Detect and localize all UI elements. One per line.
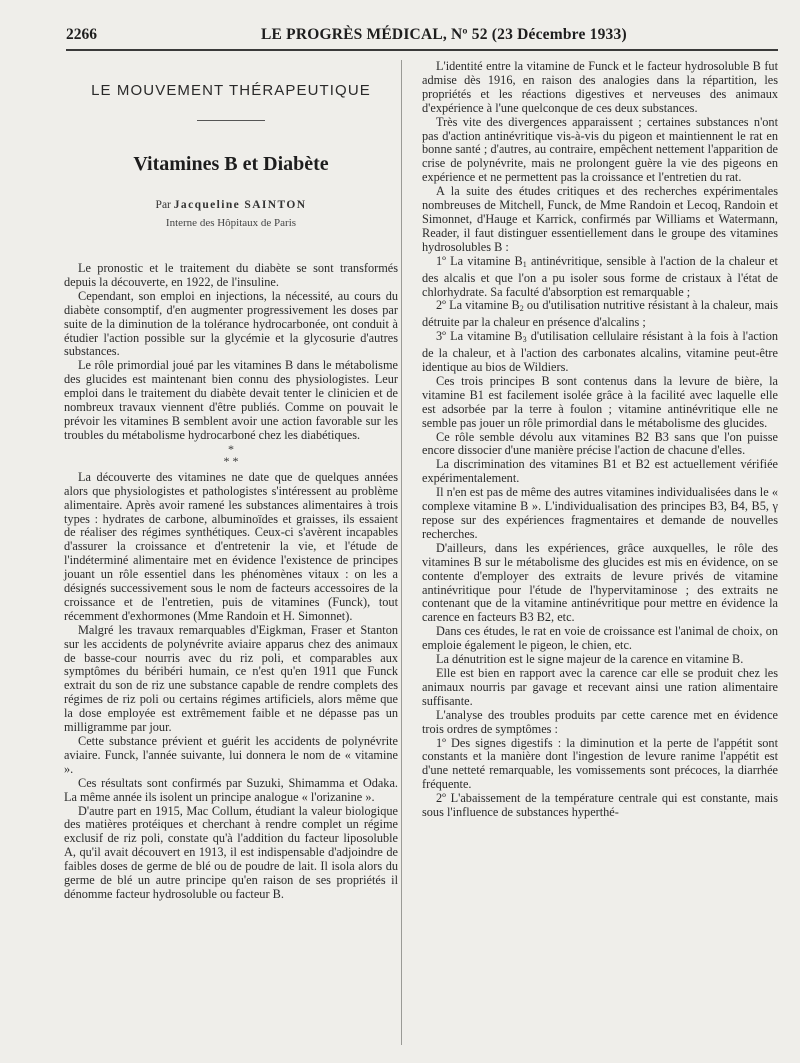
- left-body: [64, 262, 398, 902]
- paragraph: Il n'en est pas de même des autres vitamines individualisées dans le « complexe vitamine B ». L'individualisation des principes B3, B4, B5, γ repose sur des expériences fragmentaires et demande de nouvelles recherches.: [422, 485, 778, 541]
- paragraph: Malgré les travaux remarquables d'Eigkman, Fraser et Stanton sur les accidents de polynévrite aviaire apparus chez des animaux de basse-cour nourris avec du riz poli, et comparables aux symptômes du béribéri humain, ce n'est qu'en 1911 que Funck extrait du son de riz une substance capable de rendre complets des régimes de riz poli ou certains régimes artificiels, alors même que la dose employée est extrêmement faible et ne dépasse pas un milligramme par jour.: [64, 622, 398, 735]
- paragraph: La découverte des vitamines ne date que de quelques années alors que physiologistes et pathologistes s'intéressent au problème alimentaire. Après avoir ramené les substances alimentaires à trois types : hydrates de carbone, albuminoïdes et graisses, ils essaient de réaliser des régimes synthétiques. Ceux-ci s'avèrent incapables d'assurer la croissance et d'entretenir la vie, et l'étude de l'indéterminé alimentaire met en évidence l'existence de principes jouant un rôle essentiel dans les phénomènes vitaux : on les a désignés successivement sous le nom de facteurs accessoires de la croissance et de l'entretien, puis de vitamines (Funck), tout récemment d'exhormones (Mme Randoin et H. Simonnet).: [64, 469, 398, 623]
- paragraph: D'ailleurs, dans les expériences, grâce auxquelles, le rôle des vitamines B sur le métabolisme des glucides est mis en évidence, on se contente d'employer des extraits de levure privés de vitamine antinévritique pour l'étude de l'hypervitaminose ; des extraits ne contenant que de la vitamine antinévritique pour mettre en évidence la carence en facteurs B3 B2, etc.: [422, 540, 778, 625]
- paragraph: D'autre part en 1915, Mac Collum, étudiant la valeur biologique des matières protéiques et cherchant à rendre complet un régime exclusif de riz poli, constate qu'à l'addition du facteur liposoluble A, qu'il avait découvert en 1913, il est indispensable d'adjoindre de faibles doses de germe de blé ou de poudre de lait. Il isola alors du germe de blé un autre principe qu'en raison de ses propriétés il dénomme facteur hydrosoluble ou facteur B.: [64, 803, 398, 901]
- author-name: Jacqueline SAINTON: [173, 199, 307, 211]
- page-number: 2266: [66, 26, 97, 43]
- asterism-bottom: * *: [223, 453, 239, 468]
- article-title: Vitamines B et Diabète: [133, 153, 329, 175]
- paragraph: 2º L'abaissement de la température centrale qui est constante, mais sous l'influence de substances hyperthé-: [422, 791, 778, 820]
- asterism-top: *: [228, 441, 234, 456]
- asterism: [64, 443, 398, 471]
- paragraph: Ces trois principes B sont contenus dans la levure de bière, la vitamine B1 est facilement isolée grâce à la facilité avec laquelle elle est adsorbée par la terre à foulon ; vitamine antinévritique elle ne semble pas jouer un rôle primordial dans le métabolisme des glucides.: [422, 373, 778, 430]
- paragraph: Cependant, son emploi en injections, la nécessité, au cours du diabète consomptif, d'en augmenter progressivement les doses par suite de la diminution de la tolérance hydrocarbonée, ont conduit à étudier l'action possible sur la glycémie et la glycosurie d'autres substances.: [64, 288, 398, 359]
- paragraph: La dénutrition est le signe majeur de la carence en vitamine B.: [436, 652, 744, 667]
- paragraph: L'identité entre la vitamine de Funck et le facteur hydrosoluble B fut admise dès 1916, en raison des analogies dans la répartition, les propriétés et les réactions digestives et nerveuses des animaux d'expérience à l'une quelconque de ces deux substances.: [422, 59, 778, 115]
- running-head: [66, 26, 778, 48]
- vitamin-lead: 1º La vitamine B: [436, 253, 523, 268]
- vitamin-item: [422, 330, 778, 375]
- right-column: [422, 60, 778, 820]
- paragraph: 1º Des signes digestifs : la diminution et la perte de l'appétit sont constants et la manière dont l'ingestion de levure ranime l'appétit est d'une netteté remarquable, les vomissements sont précoces, la diarrhée fréquente.: [422, 735, 778, 792]
- vitamin-text: d'utilisation cellulaire résistant à la fois à l'action de la chaleur, et à l'action des carbonates alcalins, vitamine peut-être identique au bios de Wildiers.: [422, 329, 778, 375]
- author-affiliation: Interne des Hôpitaux de Paris: [165, 217, 297, 229]
- paragraph: La discrimination des vitamines B1 et B2 est actuellement vérifiée expérimentalement.: [422, 457, 778, 486]
- paragraph: L'analyse des troubles produits par cette carence met en évidence trois ordres de symptômes :: [422, 707, 778, 736]
- vitamin-text: antinévritique, sensible à l'action de la chaleur et des alcalis et que l'on a pu isoler sous forme de cristaux à l'état de chlorhydrate. Sa faculté d'absorption est remarquable ;: [422, 253, 778, 299]
- paragraph: Elle est bien en rapport avec la carence car elle se produit chez les animaux nourris par gavage et recevant ainsi une ration alimentaire suffisante.: [422, 665, 778, 708]
- paragraph: Très vite des divergences apparaissent ; certaines substances n'ont pas d'action antinévritique vis-à-vis du pigeon et maintiennent le rat en bonne santé ; d'autres, au contraire, empêchent nettement l'apparition de crise de polynévrite, mais ne prolongent guère la vie des pigeons en expérience et ne permettent pas la croissance et l'entretien du rat.: [422, 114, 778, 185]
- vitamin-subscript: 2: [519, 304, 524, 314]
- vitamin-lead: 3º La vitamine B: [436, 329, 523, 344]
- byline-prefix: Par: [155, 199, 171, 211]
- vitamin-subscript: 1: [522, 259, 527, 269]
- vitamin-item: [422, 255, 778, 300]
- vitamin-text: ou d'utilisation nutritive résistant à la chaleur, mais détruite par la chaleur en présence d'alcalins ;: [422, 298, 778, 330]
- vitamin-item: [422, 299, 778, 330]
- journal-issue-line: LE PROGRÈS MÉDICAL, Nº 52 (23 Décembre 1933): [261, 26, 627, 43]
- paragraph: Le pronostic et le traitement du diabète se sont transformés depuis la découverte, en 1922, de l'insuline.: [64, 261, 398, 289]
- section-rubric: LE MOUVEMENT THÉRAPEUTIQUE: [91, 82, 371, 99]
- paragraph: Le rôle primordial joué par les vitamines B dans le métabolisme des glucides est maintenant bien connu des physiologistes. Leur emploi dans le traitement du diabète devait tenter le clinicien et de nombreux travaux viennent d'être publiés. Comme on pouvait le prévoir les vitamines B semblent avoir une action favorable sur les troubles du métabolisme hydrocarboné chez les diabétiques.: [64, 358, 398, 442]
- paragraph: Ce rôle semble dévolu aux vitamines B2 B3 sans que l'on puisse encore dissocier d'une manière précise l'action de chacune d'elles.: [422, 429, 778, 458]
- rubric-rule: [197, 120, 265, 121]
- header-rule: [66, 49, 778, 51]
- paragraph: A la suite des études critiques et des recherches expérimentales nombreuses de Mitchell, Funck, de Mme Randoin et Lecoq, Randoin et Simonnet, d'Hauge et Karrick, confirmés par Williams et Watermann, Reader, il faut distinguer essentiellement dans le groupe des vitamines hydrosolubles B :: [422, 184, 778, 254]
- paragraph: Dans ces études, le rat en voie de croissance est l'animal de choix, on emploie également le pigeon, le chien, etc.: [422, 624, 778, 653]
- vitamin-subscript: 3: [522, 335, 527, 345]
- paragraph: Cette substance prévient et guérit les accidents de polynévrite aviaire. Funck, l'année suivante, lui donnera le nom de « vitamine ».: [64, 734, 398, 776]
- paragraph: Ces résultats sont confirmés par Suzuki, Shimamma et Odaka. La même année ils isolent un principe analogue « l'orizanine ».: [64, 775, 398, 804]
- vitamin-lead: 2º La vitamine B: [436, 298, 520, 313]
- column-divider: [401, 60, 402, 1045]
- byline: [64, 199, 398, 211]
